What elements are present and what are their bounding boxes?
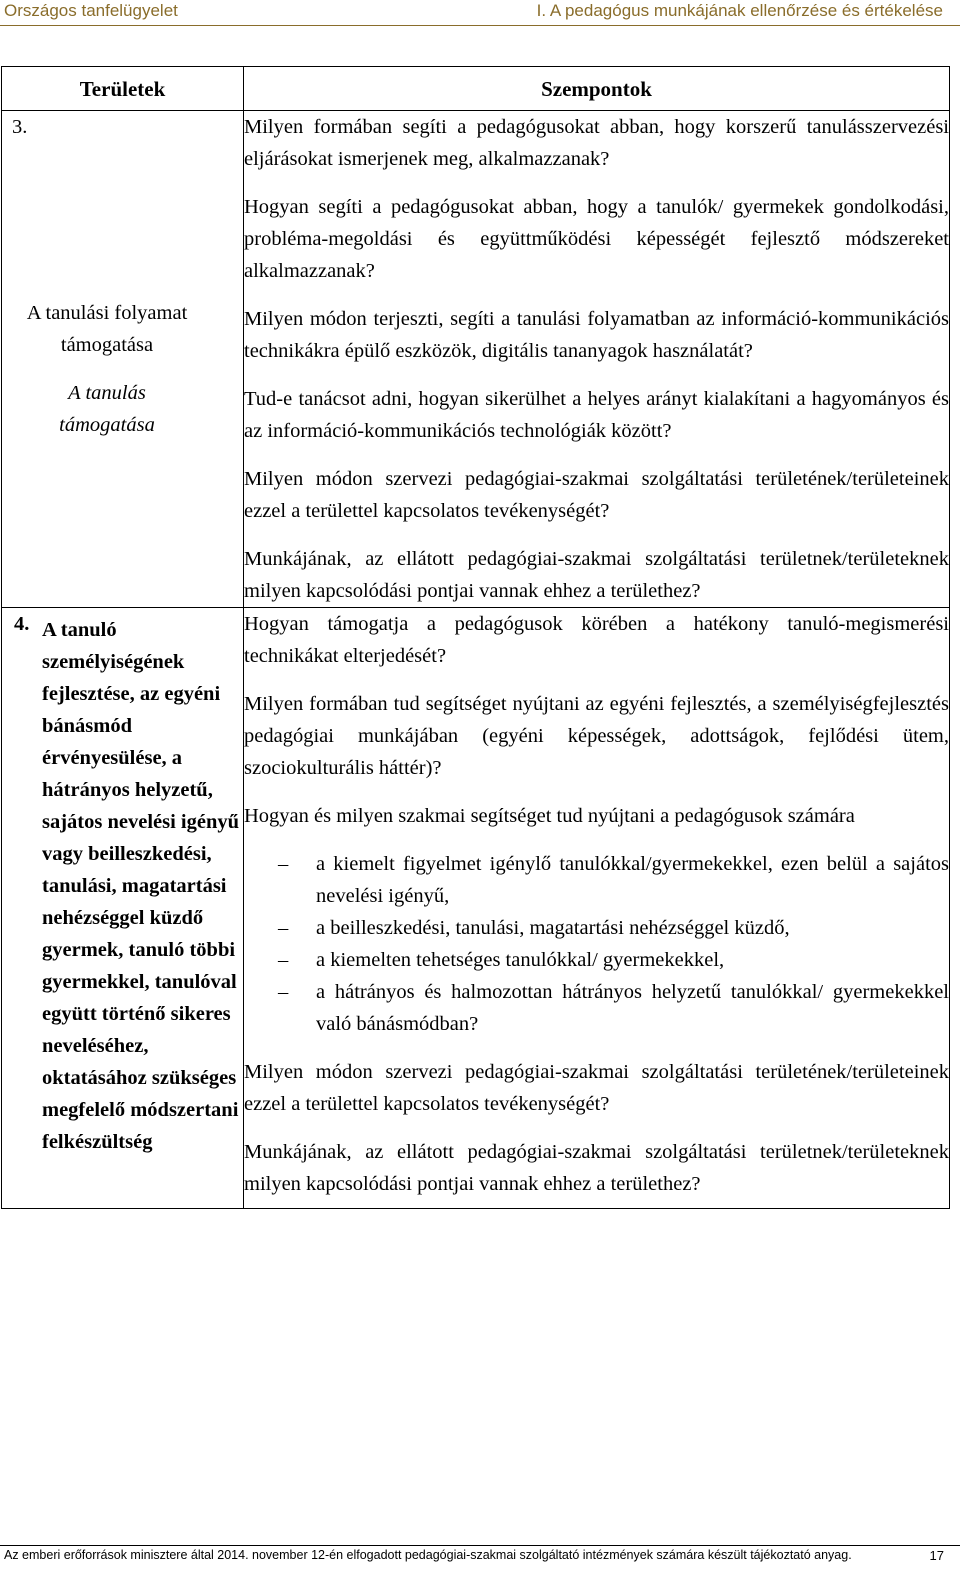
area-cell-4	[2, 608, 244, 1209]
dash-bullet: –	[278, 949, 289, 971]
table-header-row	[2, 67, 950, 111]
footer-text: Az emberi erőforrások minisztere által 2014. november 12-én elfogadott pedagógiai-szakmai szolgáltató intézmények számára készült tájékoztató anyag.	[4, 1548, 852, 1562]
criteria-item: Milyen formában segíti a pedagógusokat abban, hogy korszerű tanulásszervezési eljárásokat ismerjenek meg, alkalmazzanak?	[244, 116, 949, 170]
area-3	[12, 111, 192, 441]
area-4-title: A tanuló személyiségének fejlesztése, az egyéni bánásmód érvényesülése, a hátrányos helyzetű, sajátos nevelési igényű vagy beilleszkedési, tanulási, magatartási nehézséggel küzdő gyermek, tanuló többi gyermekkel, tanulóval együtt történő sikeres neveléséhez, oktatásához szükséges megfelelő módszertani felkészültség	[42, 619, 240, 1153]
criteria-item: Tud-e tanácsot adni, hogyan sikerülhet a helyes arányt kialakítani a hagyományos és az információ-kommunikációs technológiák között?	[244, 388, 949, 442]
area-4	[14, 608, 242, 1158]
table-row-section-3	[2, 111, 950, 608]
dash-bullet: –	[278, 917, 289, 939]
list-item-text: a kiemelt figyelmet igénylő tanulókkal/gyermekekkel, ezen belül a sajátos nevelési igényű,	[316, 853, 949, 907]
footer-divider	[0, 1545, 960, 1546]
header-divider	[0, 25, 960, 26]
list-item	[244, 912, 949, 944]
area-3-title: A tanulási folyamat támogatása	[26, 302, 188, 356]
page-number: 17	[929, 1548, 944, 1563]
header-right-title: I. A pedagógus munkájának ellenőrzése és értékelése	[536, 1, 943, 20]
criteria-cell-4	[244, 608, 950, 1209]
criteria-item: Milyen módon szervezi pedagógiai-szakmai szolgáltatási területének/területeinek ezzel a területtel kapcsolatos tevékenységét?	[244, 1061, 949, 1115]
dash-bullet: –	[278, 981, 289, 1003]
criteria-item: Munkájának, az ellátott pedagógiai-szakmai szolgáltatási területnek/területeknek milyen kapcsolódási pontjai vannak ehhez a területhez?	[244, 548, 949, 602]
criteria-item: Milyen módon szervezi pedagógiai-szakmai szolgáltatási területének/területeinek ezzel a területtel kapcsolatos tevékenységét?	[244, 468, 949, 522]
area-cell-3	[2, 111, 244, 608]
criteria-table	[1, 66, 950, 1209]
criteria-cell-3	[244, 111, 950, 608]
list-item-text: a kiemelten tehetséges tanulókkal/ gyermekekkel,	[316, 949, 725, 971]
list-item	[244, 848, 949, 912]
list-item-text: a hátrányos és halmozottan hátrányos helyzetű tanulókkal/ gyermekekkel való bánásmódban?	[316, 981, 949, 1035]
criteria-column-header: Szempontok	[244, 67, 950, 111]
area-3-number: 3.	[12, 116, 28, 138]
criteria-item: Milyen módon terjeszti, segíti a tanulási folyamatban az információ-kommunikációs technikákra épülő eszközök, digitális tananyagok használatát?	[244, 308, 949, 362]
header-left-title: Országos tanfelügyelet	[4, 1, 178, 20]
dash-bullet: –	[278, 853, 289, 875]
list-item	[244, 976, 949, 1040]
criteria-bullet-list	[244, 848, 949, 1040]
criteria-item: Hogyan segíti a pedagógusokat abban, hogy a tanulók/ gyermekek gondolkodási, probléma-megoldási és együttműködési képességét fejlesztő módszereket alkalmazzanak?	[244, 196, 949, 282]
list-item-text: a beilleszkedési, tanulási, magatartási nehézséggel küzdő,	[316, 917, 790, 939]
criteria-item: Hogyan és milyen szakmai segítséget tud nyújtani a pedagógusok számára	[244, 805, 855, 827]
areas-column-header: Területek	[2, 67, 244, 111]
area-4-number: 4.	[14, 613, 30, 635]
page-header	[0, 0, 960, 26]
criteria-item: Milyen formában tud segítséget nyújtani az egyéni fejlesztés, a személyiségfejlesztés pedagógiai munkájában (egyéni képességek, adottságok, fejlődési ütem, szociokulturális háttér)?	[244, 693, 949, 779]
criteria-item: Munkájának, az ellátott pedagógiai-szakmai szolgáltatási területnek/területeknek milyen kapcsolódási pontjai vannak ehhez a területhez?	[244, 1141, 949, 1195]
criteria-item: Hogyan támogatja a pedagógusok körében a hatékony tanuló-megismerési technikákat elterjedését?	[244, 613, 949, 667]
list-item	[244, 944, 949, 976]
table-row-section-4	[2, 608, 950, 1209]
area-3-subtitle: A tanulás támogatása	[59, 382, 155, 436]
